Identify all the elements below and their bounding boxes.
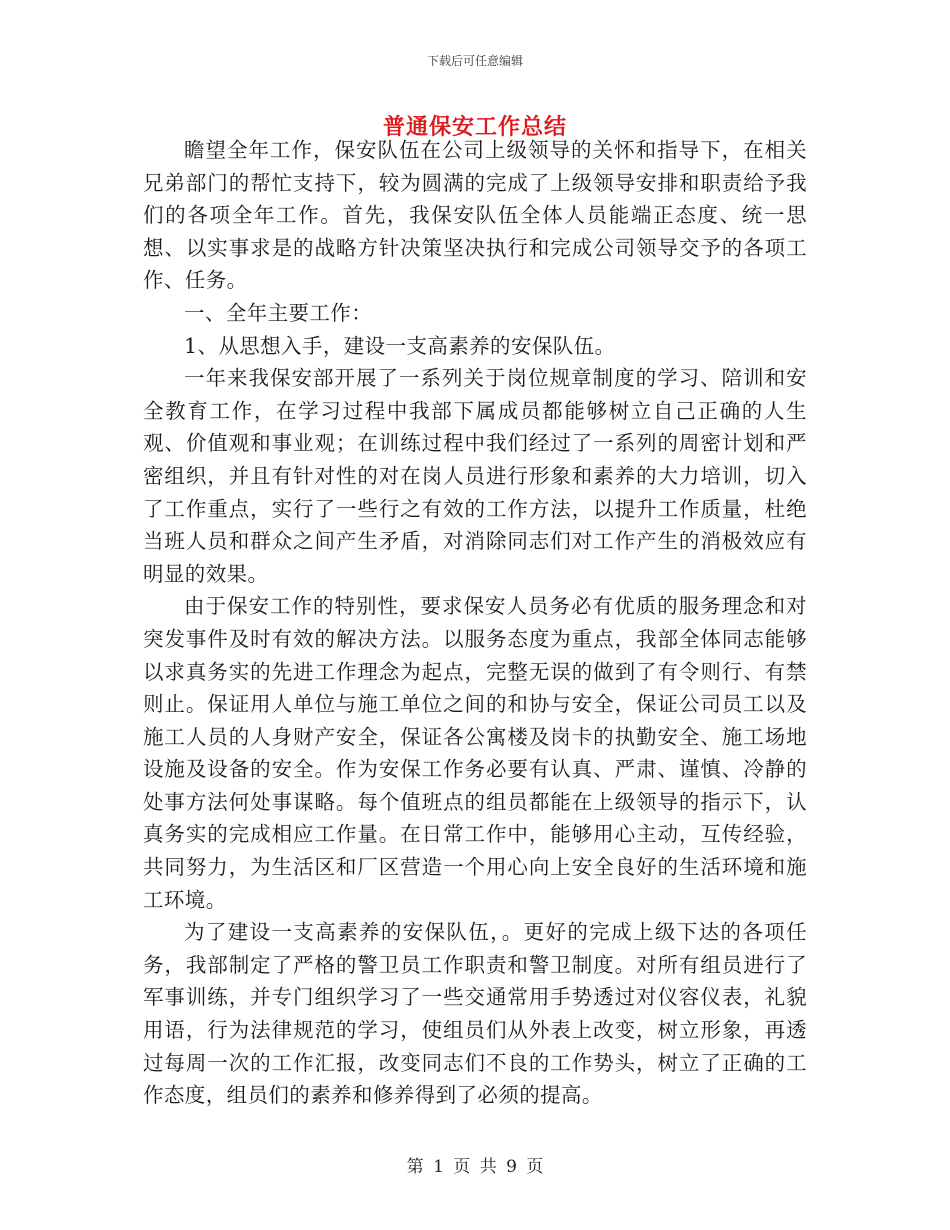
section-heading-main-work: 一、全年主要工作：: [184, 300, 373, 325]
document-title: 普通保安工作总结: [382, 114, 567, 140]
paragraph-intro: 瞻望全年工作，保安队伍在公司上级领导的关怀和指导下，在相关兄弟部门的帮忙支持下，较为圆满的完成了上级领导安排和职责给予我们的各项全年工作。首先，我保安队伍全体人员能端正态度、统一思想、以实事求是的战略方针决策坚决执行和完成公司领导交予的各项工作、任务。: [143, 138, 807, 293]
subsection-heading-1: 1、从思想入手，建设一支高素养的安保队伍。: [184, 333, 616, 358]
paragraph-service: 由于保安工作的特别性，要求保安人员务必有优质的服务理念和对突发事件及时有效的解决方法。以服务态度为重点，我部全体同志能够以求真务实的先进工作理念为起点，完整无误的做到了有令则行、有禁则止。保证用人单位与施工单位之间的和协与安全，保证公司员工以及施工人员的人身财产安全，保证各公寓楼及岗卡的执勤安全、施工场地设施及设备的安全。作为安保工作务必要有认真、严肃、谨慎、冷静的处事方法何处事谋略。每个值班点的组员都能在上级领导的指示下，认真务实的完成相应工作量。在日常工作中，能够用心主动，互传经验，共同努力，为生活区和厂区营造一个用心向上安全良好的生活环境和施工环境。: [143, 594, 807, 912]
page-number-footer: 第 1 页 共 9 页: [406, 1157, 544, 1177]
paragraph-training: 一年来我保安部开展了一系列关于岗位规章制度的学习、陪训和安全教育工作，在学习过程中我部下属成员都能够树立自己正确的人生观、价值观和事业观；在训练过程中我们经过了一系列的周密计划和严密组织，并且有针对性的对在岗人员进行形象和素养的大力培训，切入了工作重点，实行了一些行之有效的工作方法，以提升工作质量，杜绝当班人员和群众之间产生矛盾，对消除同志们对工作产生的消极效应有明显的效果。: [143, 366, 807, 586]
document-body: [143, 134, 807, 1112]
page-header-note: 下载后可任意编辑: [426, 54, 523, 68]
paragraph-discipline: 为了建设一支高素养的安保队伍，。更好的完成上级下达的各项任务，我部制定了严格的警卫员工作职责和警卫制度。对所有组员进行了军事训练，并专门组织学习了一些交通常用手势透过对仪容仪表，礼貌用语，行为法律规范的学习，使组员们从外表上改变，树立形象，再透过每周一次的工作汇报，改变同志们不良的工作势头，树立了正确的工作态度，组员们的素养和修养得到了必须的提高。: [143, 920, 807, 1108]
